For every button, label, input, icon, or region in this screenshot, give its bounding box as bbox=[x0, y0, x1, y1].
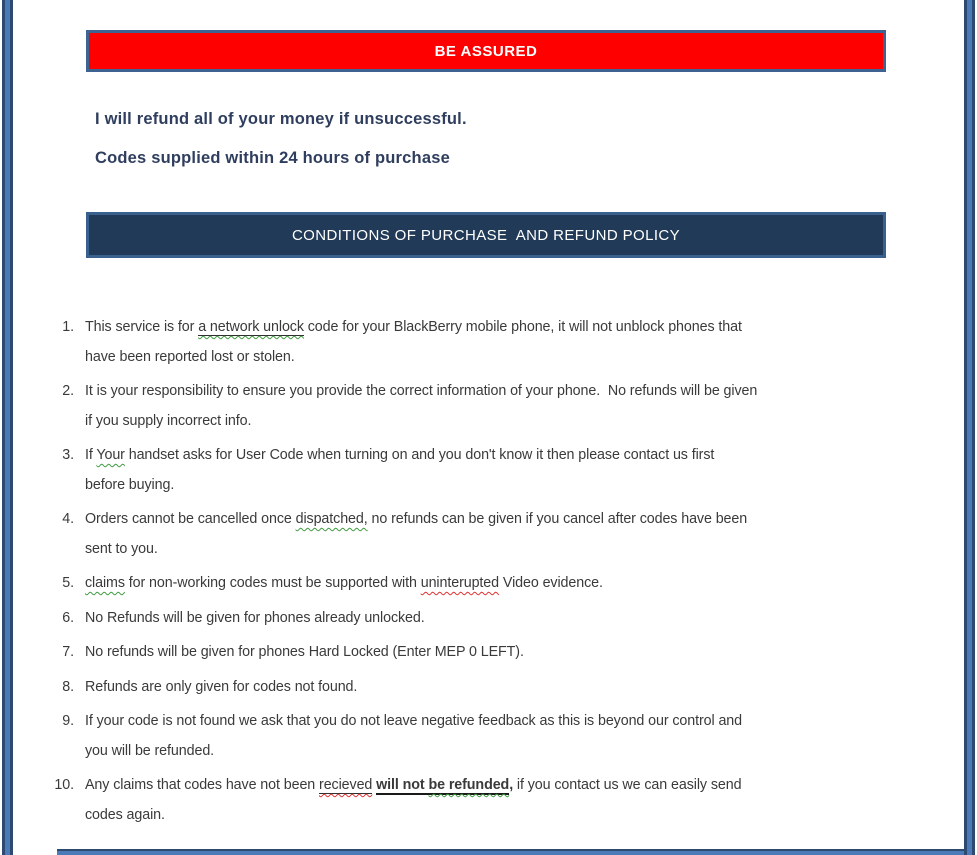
refund-promise-text: I will refund all of your money if unsuccessful. bbox=[95, 110, 467, 128]
condition-text-marked: uninterupted bbox=[420, 575, 500, 591]
condition-text-marked: a network unlock bbox=[198, 319, 304, 335]
condition-text-marked: claims bbox=[85, 575, 125, 591]
codes-supplied-text: Codes supplied within 24 hours of purchase bbox=[95, 149, 450, 167]
condition-text bbox=[85, 771, 741, 830]
condition-text bbox=[85, 569, 603, 599]
condition-text bbox=[85, 673, 357, 703]
condition-text-segment: If your code is not found we ask that you do not leave negative feedback as this is beyond our control and bbox=[85, 713, 743, 729]
condition-item bbox=[48, 313, 948, 372]
page-border-right bbox=[964, 0, 975, 855]
condition-number: 1. bbox=[62, 319, 74, 335]
condition-text-segment: handset asks for User Code when turning on and you don't know it then please contact us first bbox=[124, 447, 715, 463]
condition-number: 4. bbox=[62, 511, 74, 527]
condition-text-segment: If bbox=[85, 447, 97, 463]
condition-text-segment: Any claims that codes have not been bbox=[85, 777, 320, 793]
condition-number: 9. bbox=[62, 713, 74, 729]
condition-text-segment: Orders cannot be cancelled once bbox=[85, 511, 296, 527]
condition-text-segment: No refunds will be given for phones Hard Locked (Enter MEP 0 LEFT). bbox=[85, 644, 524, 660]
condition-text-segment: Video evidence. bbox=[499, 575, 603, 591]
condition-text-segment: This service is for bbox=[85, 319, 199, 335]
condition-text-segment: Refunds are only given for codes not found. bbox=[85, 678, 358, 695]
condition-text-segment: It is your responsibility to ensure you provide the correct information of your phone. No refunds will be given bbox=[85, 383, 758, 399]
condition-text-segment: you will be refunded. bbox=[85, 742, 215, 759]
condition-item bbox=[48, 377, 948, 436]
condition-text bbox=[85, 377, 757, 436]
condition-text-segment: before buying. bbox=[85, 476, 175, 493]
condition-text bbox=[85, 707, 742, 766]
condition-text-marked: be refunded bbox=[428, 777, 510, 793]
condition-text-segment: codes again. bbox=[85, 806, 165, 823]
page-border-left bbox=[2, 0, 13, 855]
condition-item bbox=[48, 505, 948, 564]
condition-number: 3. bbox=[62, 447, 74, 463]
condition-text-segment: have been reported lost or stolen. bbox=[85, 348, 295, 365]
condition-text-segment: sent to you. bbox=[85, 540, 158, 557]
condition-text-segment: if you supply incorrect info. bbox=[85, 412, 252, 429]
condition-number: 10. bbox=[54, 777, 74, 793]
condition-number: 7. bbox=[62, 644, 74, 660]
condition-item bbox=[48, 771, 948, 830]
conditions-banner-label: CONDITIONS OF PURCHASE AND REFUND POLICY bbox=[291, 226, 681, 244]
condition-text bbox=[85, 638, 524, 668]
condition-text-marked: dispatched, bbox=[295, 511, 368, 527]
be-assured-banner-label: BE ASSURED bbox=[434, 42, 538, 60]
page-border-bottom bbox=[57, 849, 964, 855]
condition-number: 2. bbox=[62, 383, 74, 399]
condition-number: 6. bbox=[62, 609, 74, 626]
be-assured-banner bbox=[86, 30, 886, 72]
condition-text bbox=[85, 313, 742, 372]
condition-number: 5. bbox=[62, 575, 74, 591]
condition-text bbox=[85, 441, 714, 500]
conditions-list bbox=[48, 313, 948, 835]
condition-text bbox=[85, 505, 747, 564]
condition-item bbox=[48, 441, 948, 500]
condition-item bbox=[48, 604, 948, 634]
condition-text-segment: code for your BlackBerry mobile phone, it will not unblock phones that bbox=[303, 319, 742, 335]
condition-text-segment: no refunds can be given if you cancel after codes have been bbox=[367, 511, 748, 527]
conditions-banner bbox=[86, 212, 886, 258]
condition-text-marked: , bbox=[509, 777, 514, 793]
condition-text-marked: recieved bbox=[319, 777, 373, 793]
condition-text-segment: if you contact us we can easily send bbox=[513, 777, 742, 793]
condition-item bbox=[48, 569, 948, 599]
condition-item bbox=[48, 638, 948, 668]
condition-item bbox=[48, 673, 948, 703]
condition-item bbox=[48, 707, 948, 766]
condition-text bbox=[85, 604, 425, 634]
condition-text-marked: will not bbox=[376, 777, 429, 793]
condition-text-marked: Your bbox=[96, 447, 125, 463]
condition-text-segment: No Refunds will be given for phones already unlocked. bbox=[85, 609, 425, 626]
condition-text-segment: for non-working codes must be supported with bbox=[124, 575, 421, 591]
condition-number: 8. bbox=[62, 678, 74, 695]
